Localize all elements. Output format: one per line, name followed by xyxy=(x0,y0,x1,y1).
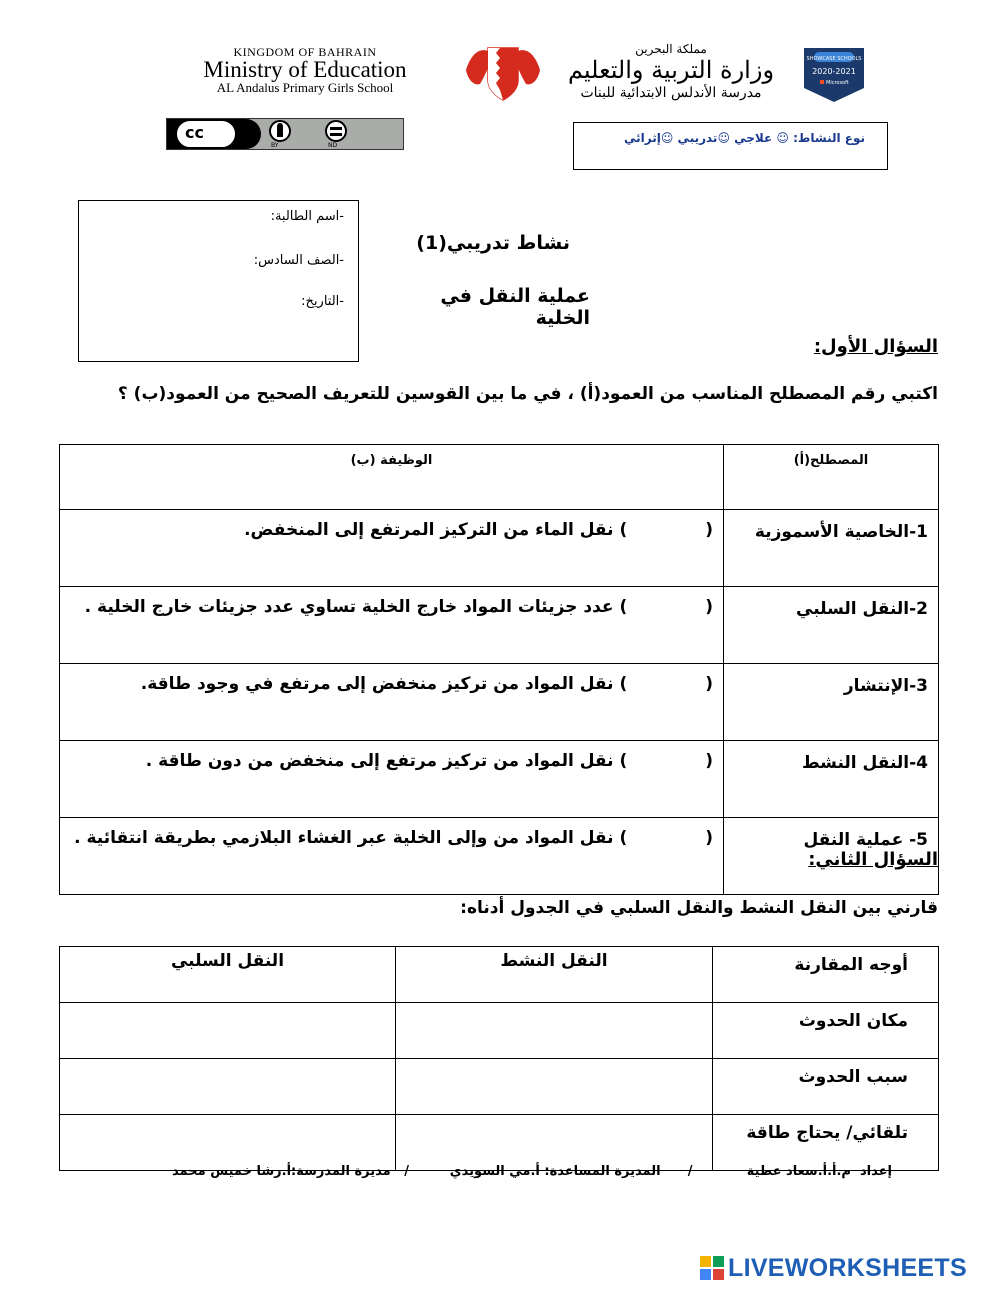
definition-cell: () نقل المواد من وإلى الخلية عبر الغشاء البلازمي بطريقة انتقائية . xyxy=(60,818,724,895)
definition-cell: () نقل الماء من التركيز المرتفع إلى المنخفض. xyxy=(60,510,724,587)
definition-cell: () نقل المواد من تركيز مرتفع إلى منخفض من دون طاقة . xyxy=(60,741,724,818)
answer-cell[interactable] xyxy=(396,1059,713,1115)
kingdom-ar: مملكة البحرين xyxy=(635,42,707,56)
ministry-en: Ministry of Education xyxy=(203,57,407,82)
no-derivatives-icon xyxy=(325,120,347,142)
answer-cell[interactable] xyxy=(396,1115,713,1171)
student-date-label[interactable]: -التاريخ: xyxy=(301,294,344,309)
showcase-school-badge-icon xyxy=(800,46,868,104)
question2-instruction: قارني بين النقل النشط والنقل السلبي في الجدول أدناه: xyxy=(460,898,938,918)
activity-type-text: نوع النشاط: ☺ علاجي ☺تدريبي ☺إثرائي xyxy=(624,131,865,145)
badge-year: 2020-2021 xyxy=(812,67,856,76)
ministry-header-ar xyxy=(548,42,794,102)
ministry-ar: وزارة التربية والتعليم xyxy=(567,56,775,85)
liveworksheets-icon xyxy=(700,1256,724,1280)
cc-by-label: BY xyxy=(271,142,279,149)
table-row xyxy=(60,1059,939,1115)
term-cell: 4-النقل النشط xyxy=(724,741,939,818)
table-row xyxy=(60,1003,939,1059)
activity-type-box xyxy=(573,122,888,170)
active-transport-header: النقل النشط xyxy=(396,947,713,1003)
prepared-by-footer: إعداد م.أ.أ.سعاد عطية / المديرة المساعدة: أ.مي السويدي / مديرة المدرسة:أ.رشا خميس محمد xyxy=(172,1164,892,1179)
cc-nd-label: ND xyxy=(328,142,338,149)
table-row xyxy=(60,741,939,818)
term-cell: 1-الخاصية الأسموزية xyxy=(724,510,939,587)
definition-cell: () عدد جزيئات المواد خارج الخلية تساوي عدد جزيئات خارج الخلية . xyxy=(60,587,724,664)
bahrain-emblem-icon xyxy=(462,40,544,102)
kingdom-en: KINGDOM OF BAHRAIN xyxy=(233,45,377,59)
table-row xyxy=(60,587,939,664)
answer-cell[interactable] xyxy=(60,1059,396,1115)
cc-license-badge xyxy=(166,118,404,150)
school-ar: مدرسة الأندلس الابتدائية للبنات xyxy=(580,85,762,102)
badge-brand: Microsoft xyxy=(826,80,849,86)
student-name-label[interactable]: -اسم الطالبة: xyxy=(270,209,344,224)
term-cell: 2-النقل السلبي xyxy=(724,587,939,664)
comparison-header-row xyxy=(60,947,939,1003)
definition-text: نقل المواد من تركيز مرتفع إلى منخفض من دون طاقة . xyxy=(145,751,614,771)
aspect-cell: مكان الحدوث xyxy=(713,1003,939,1059)
lesson-title: عملية النقل في الخلية xyxy=(440,285,590,329)
table-row xyxy=(60,664,939,741)
column-a-header: المصطلح(أ) xyxy=(724,445,939,510)
definition-cell: () نقل المواد من تركيز منخفض إلى مرتفع في وجود طاقة. xyxy=(60,664,724,741)
question2-heading: السؤال الثاني: xyxy=(808,849,938,870)
cc-icon: cc xyxy=(185,123,204,142)
question1-instruction: اكتبي رقم المصطلح المناسب من العمود(أ) ، في ما بين القوسين للتعريف الصحيح من العمود(ب) ؟ xyxy=(117,384,938,404)
definition-text: نقل المواد من تركيز منخفض إلى مرتفع في وجود طاقة. xyxy=(140,674,614,694)
student-grade-label[interactable]: -الصف السادس: xyxy=(253,253,344,268)
student-info-box xyxy=(78,200,359,362)
answer-cell[interactable] xyxy=(396,1003,713,1059)
school-en: AL Andalus Primary Girls School xyxy=(216,80,394,95)
definition-text: عدد جزيئات المواد خارج الخلية تساوي عدد جزيئات خارج الخلية . xyxy=(84,597,614,617)
table-row xyxy=(60,818,939,895)
aspects-header: أوجه المقارنة xyxy=(713,947,939,1003)
term-cell: 3-الإنتشار xyxy=(724,664,939,741)
passive-transport-header: النقل السلبي xyxy=(60,947,396,1003)
ministry-header-en xyxy=(150,46,460,94)
svg-text:SHOWCASE SCHOOLS: SHOWCASE SCHOOLS xyxy=(806,56,862,62)
activity-title: نشاط تدريبي(1) xyxy=(416,232,570,254)
table-row xyxy=(60,1115,939,1171)
matching-table xyxy=(59,444,939,895)
term-cell: 5- عملية النقل xyxy=(724,818,939,895)
answer-cell[interactable] xyxy=(60,1115,396,1171)
aspect-cell: تلقائي/ يحتاج طاقة xyxy=(713,1115,939,1171)
question1-heading: السؤال الأول: xyxy=(813,336,938,357)
column-b-header: الوظيفة (ب) xyxy=(60,445,724,510)
comparison-table xyxy=(59,946,939,1171)
answer-cell[interactable] xyxy=(60,1003,396,1059)
table-row xyxy=(60,510,939,587)
definition-text: نقل الماء من التركيز المرتفع إلى المنخفض. xyxy=(244,520,614,540)
brand-text: LIVEWORKSHEETS xyxy=(728,1254,967,1282)
aspect-cell: سبب الحدوث xyxy=(713,1059,939,1115)
definition-text: نقل المواد من وإلى الخلية عبر الغشاء البلازمي بطريقة انتقائية . xyxy=(74,828,614,848)
